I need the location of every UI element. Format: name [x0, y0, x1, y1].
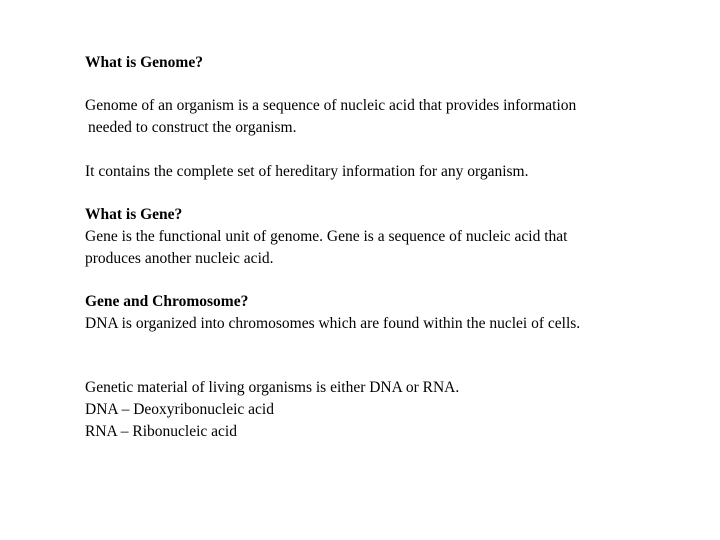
genome-definition-line1: Genome of an organism is a sequence of nucleic acid that provides information: [85, 97, 577, 114]
rna-definition: RNA – Ribonucleic acid: [85, 423, 237, 440]
genome-heading: What is Genome?: [85, 54, 203, 71]
genome-contains-text: It contains the complete set of hereditary information for any organism.: [85, 163, 529, 180]
gene-heading: What is Gene?: [85, 206, 183, 223]
dna-definition: DNA – Deoxyribonucleic acid: [85, 401, 274, 418]
genetic-material-text: Genetic material of living organisms is either DNA or RNA.: [85, 379, 460, 396]
chromosome-heading: Gene and Chromosome?: [85, 293, 249, 310]
gene-definition-line2: produces another nucleic acid.: [85, 250, 274, 267]
chromosome-text: DNA is organized into chromosomes which are found within the nuclei of cells.: [85, 315, 581, 332]
genome-definition-line2: needed to construct the organism.: [88, 119, 297, 136]
gene-definition-line1: Gene is the functional unit of genome. Gene is a sequence of nucleic acid that: [85, 228, 568, 245]
